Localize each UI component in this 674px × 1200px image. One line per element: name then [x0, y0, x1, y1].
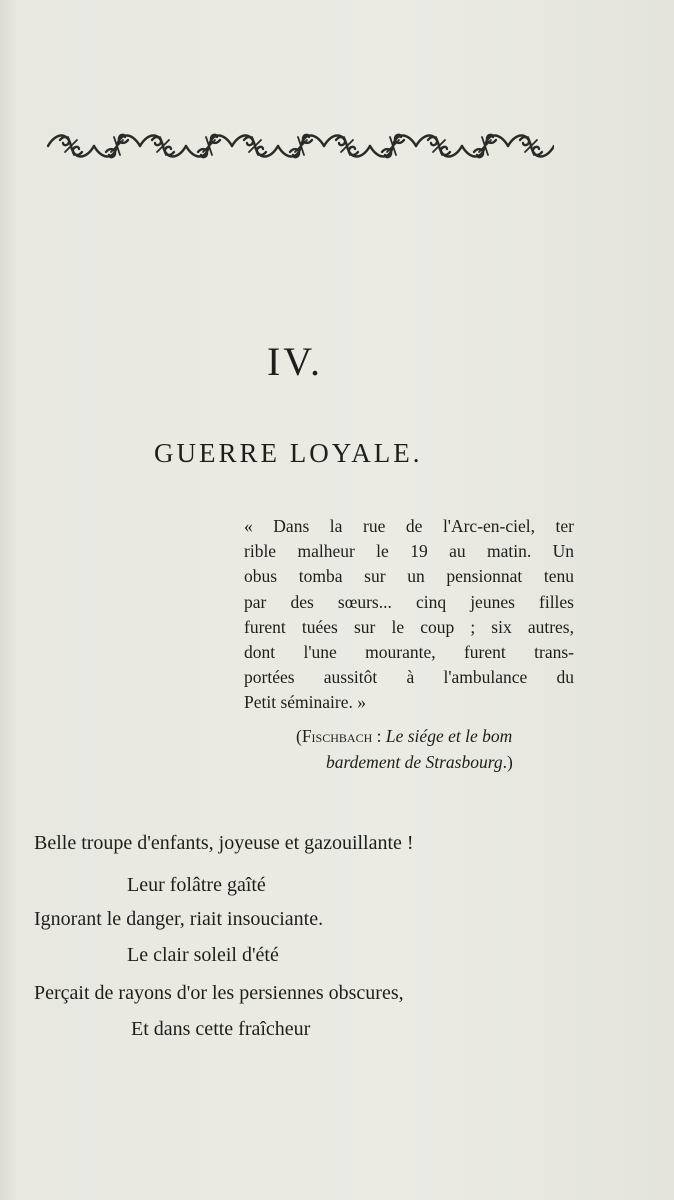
attribution-close-paren: .) [502, 751, 513, 772]
poem-verse: Le clair soleil d'été [127, 944, 279, 966]
attribution-work-line2: bardement de Strasbourg [326, 751, 503, 772]
poem-verse: Perçait de rayons d'or les persiennes obscures, [34, 982, 404, 1004]
epigraph-line: dont l'une mourante, furent trans- [244, 642, 574, 663]
epigraph-line: furent tuées sur le coup ; six autres, [244, 616, 574, 637]
poem-verse: Leur folâtre gaîté [127, 874, 266, 896]
attribution-author: Fischbach [301, 726, 373, 746]
epigraph-line: par des sœurs... cinq jeunes filles [244, 591, 574, 612]
epigraph-line: obus tomba sur un pensionnat tenu [244, 566, 574, 587]
epigraph-quote [244, 514, 574, 716]
attribution-separator: : [372, 726, 386, 746]
attribution-work-line1: Le siége et le bom [385, 726, 513, 746]
decorative-headpiece-ornament [44, 116, 554, 174]
epigraph-line: Petit séminaire. » [244, 692, 366, 713]
chapter-title: GUERRE LOYALE. [154, 438, 423, 468]
epigraph-line: « Dans la rue de l'Arc-en-ciel, ter [244, 516, 574, 536]
chapter-number: IV. [266, 339, 324, 384]
poem-verse: Belle troupe d'enfants, joyeuse et gazouillante ! [34, 832, 414, 854]
epigraph-line: rible malheur le 19 au matin. Un [244, 541, 574, 562]
epigraph-attribution [296, 724, 576, 775]
attribution-open-paren: ( [296, 726, 302, 746]
epigraph-line: portées aussitôt à l'ambulance du [244, 667, 574, 688]
poem-verse: Ignorant le danger, riait insouciante. [34, 908, 324, 930]
poem-verse: Et dans cette fraîcheur [131, 1018, 311, 1040]
